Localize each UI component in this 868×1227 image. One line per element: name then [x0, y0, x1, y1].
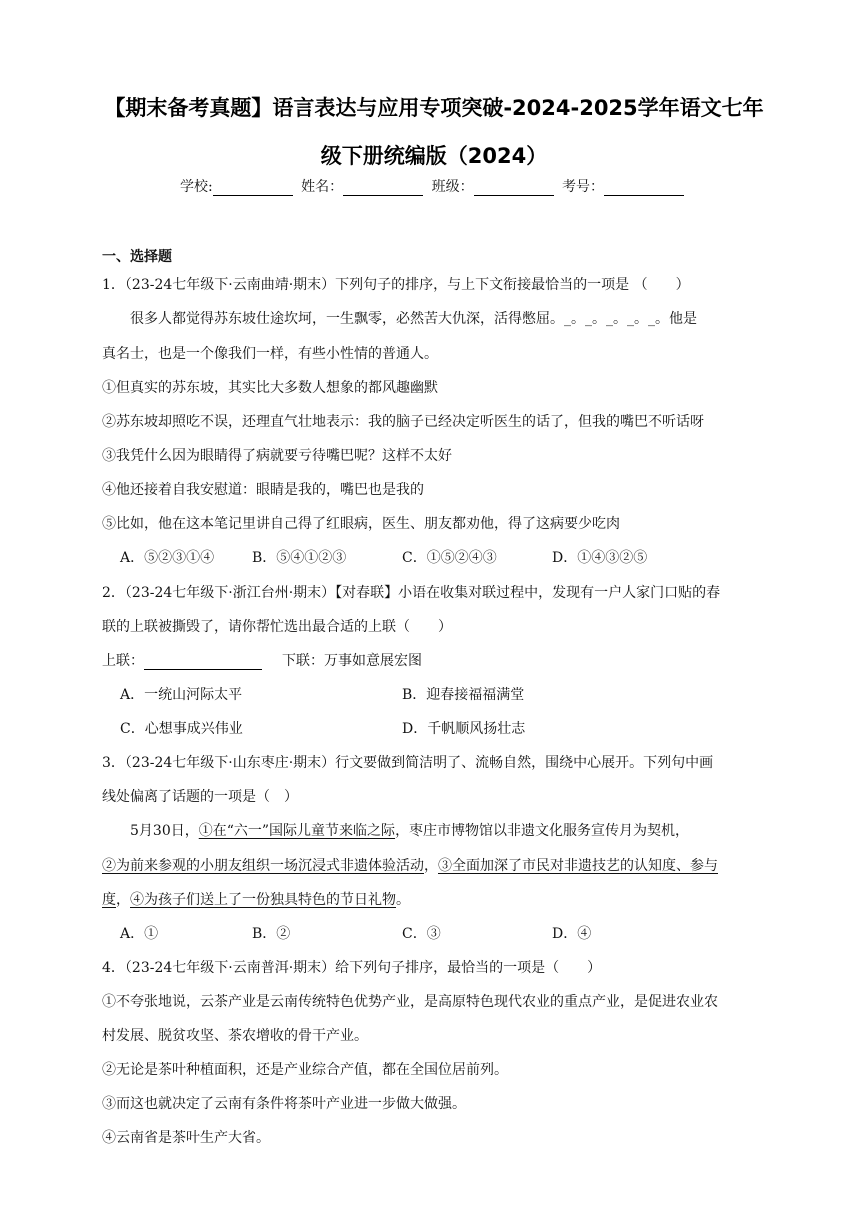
- passage-text: 。: [396, 892, 410, 908]
- underlined-phrase-2: ②为前来参观的小朋友组织一场沉浸式非遗体验活动: [102, 858, 424, 874]
- option-b[interactable]: B．⑤④①②③: [252, 550, 347, 566]
- name-blank: [343, 181, 423, 196]
- question-1-item: ④他还接着自我安慰道：眼睛是我的，嘴巴也是我的: [102, 482, 424, 498]
- school-label: 学校:: [179, 179, 213, 195]
- option-a[interactable]: A．⑤②③①④: [120, 550, 215, 566]
- name-label: 姓名：: [301, 179, 344, 195]
- question-4-item: ①不夸张地说，云茶产业是云南传统特色优势产业，是高原特色现代农业的重点产业，是促进农业农: [102, 994, 718, 1010]
- couplet-row: [102, 650, 422, 670]
- passage-text: ，: [424, 858, 438, 874]
- upper-couplet-blank: [144, 655, 262, 670]
- option-c[interactable]: C．③: [402, 926, 441, 942]
- option-d[interactable]: D．千帆顺风扬壮志: [402, 721, 526, 737]
- section-heading: 一、选择题: [102, 249, 172, 265]
- page-title: 【期末备考真题】语言表达与应用专项突破-2024-2025学年语文七年: [104, 96, 764, 120]
- question-1-passage-cont: 真名士，也是一个像我们一样，有些小性情的普通人。: [102, 346, 438, 362]
- question-3-passage-end: [102, 889, 410, 909]
- school-blank: [213, 181, 293, 196]
- question-4-item: ③而这也就决定了云南有条件将茶叶产业进一步做大做强。: [102, 1096, 466, 1112]
- question-4-item: ④云南省是茶叶生产大省。: [102, 1130, 270, 1146]
- question-4-stem: 4．（23-24七年级下·云南普洱·期末）给下列句子排序，最恰当的一项是（ ）: [102, 960, 602, 976]
- underlined-phrase-4: ④为孩子们送上了一份独具特色的节日礼物: [130, 892, 396, 908]
- question-1-item: ①但真实的苏东坡，其实比大多数人想象的都风趣幽默: [102, 380, 438, 396]
- option-d[interactable]: D．①④③②⑤: [552, 550, 648, 566]
- class-label: 班级：: [431, 179, 474, 195]
- question-3-passage-cont: [102, 855, 718, 875]
- page-title-line2: 级下册统编版（2024）: [320, 144, 548, 168]
- question-1-stem: 1．（23-24七年级下·云南曲靖·期末）下列句子的排序，与上下文衔接最恰当的一项是 （ ）: [102, 277, 690, 293]
- question-2-stem-cont: 联的上联被撕毁了，请你帮忙选出最合适的上联（ ）: [102, 619, 452, 635]
- question-3-stem: 3．（23-24七年级下·山东枣庄·期末）行文要做到简洁明了、流畅自然，围绕中心展开。下列句中画: [102, 755, 714, 771]
- question-1-item: ③我凭什么因为眼睛得了病就要亏待嘴巴呢？这样不太好: [102, 448, 452, 464]
- underlined-phrase-1: ①在“六一”国际儿童节来临之际: [198, 823, 396, 839]
- question-2-stem: 2．（23-24七年级下·浙江台州·期末）【对春联】小语在收集对联过程中，发现有一户人家门口贴的春: [102, 585, 721, 601]
- question-3-stem-cont: 线处偏离了话题的一项是（ ）: [102, 789, 298, 805]
- question-1-item: ②苏东坡却照吃不误，还理直气壮地表示：我的脑子已经决定听医生的话了，但我的嘴巴不听话呀: [102, 414, 704, 430]
- option-a[interactable]: A．一统山河际太平: [120, 687, 243, 703]
- option-c[interactable]: C．①⑤②④③: [402, 550, 497, 566]
- number-label: 考号：: [562, 179, 605, 195]
- class-blank: [474, 181, 554, 196]
- passage-text: ，: [116, 892, 130, 908]
- student-info-row: [0, 176, 868, 196]
- option-b[interactable]: B．②: [252, 926, 291, 942]
- passage-text: ，枣庄市博物馆以非遗文化服务宣传月为契机，: [395, 823, 690, 839]
- question-1-item: ⑤比如，他在这本笔记里讲自己得了红眼病，医生、朋友都劝他，得了这病要少吃肉: [102, 516, 620, 532]
- number-blank: [604, 181, 684, 196]
- underlined-phrase-3-end: 度: [102, 892, 116, 908]
- question-1-passage: 很多人都觉得苏东坡仕途坎坷，一生飘零，必然苦大仇深，活得憋屈。_。_。_。_。_。他是: [130, 311, 697, 327]
- upper-couplet-label: 上联：: [102, 653, 144, 669]
- option-d[interactable]: D．④: [552, 926, 592, 942]
- passage-text: 5月30日，: [130, 823, 199, 839]
- question-3-passage: [130, 820, 689, 840]
- question-4-item: ②无论是茶叶种植面积，还是产业综合产值，都在全国位居前列。: [102, 1062, 508, 1078]
- question-4-item-cont: 村发展、脱贫攻坚、茶农增收的骨干产业。: [102, 1028, 368, 1044]
- underlined-phrase-3: ③全面加深了市民对非遗技艺的认知度、参与: [438, 858, 718, 874]
- option-c[interactable]: C．心想事成兴伟业: [120, 721, 243, 737]
- lower-couplet: 下联：万事如意展宏图: [282, 653, 422, 669]
- option-b[interactable]: B．迎春接福福满堂: [402, 687, 525, 703]
- option-a[interactable]: A．①: [120, 926, 159, 942]
